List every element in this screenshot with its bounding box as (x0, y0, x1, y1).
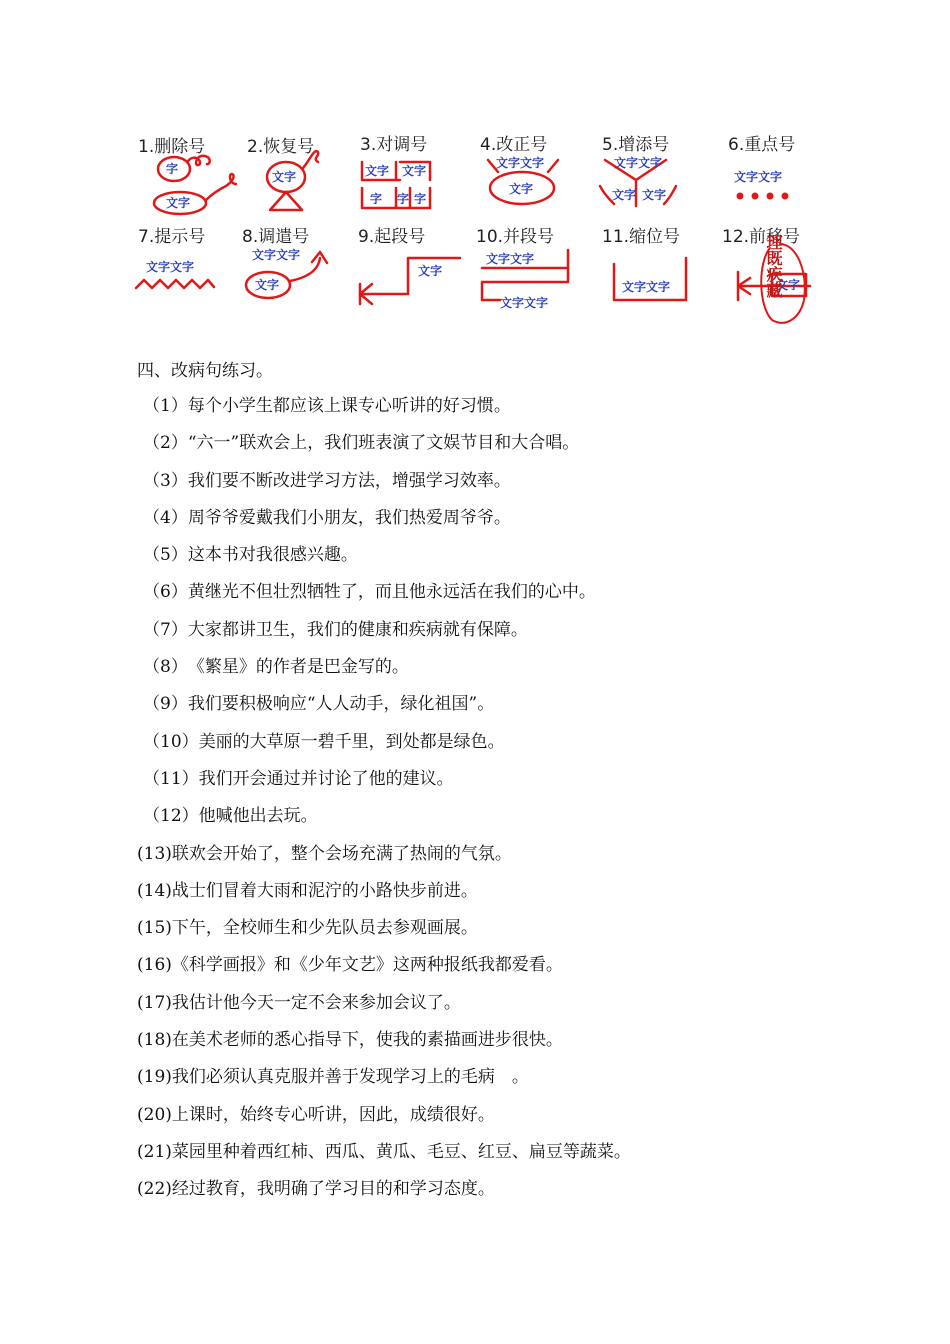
sample-word-10b: 文字文字 (500, 296, 549, 310)
list-item (137, 1065, 631, 1102)
item-text: 《科学画报》和《少年文艺》这两种报纸我都爱看。 (171, 955, 563, 976)
mark-label-hint: 7.提示号 (138, 227, 206, 247)
mark-label-emphasis: 6.重点号 (728, 135, 796, 155)
section-title: 四、改病句练习。 (137, 361, 273, 381)
list-item (137, 953, 631, 990)
item-text: 美丽的大草原一碧千里，到处都是绿色。 (198, 731, 505, 752)
sample-word-12: 文字 (776, 278, 801, 292)
item-number: （7） (143, 619, 188, 640)
list-item (137, 879, 631, 916)
list-item (143, 394, 631, 431)
exercise-list (137, 394, 631, 1215)
item-number: （6） (143, 582, 188, 603)
item-text: 这本书对我很感兴趣。 (187, 545, 358, 566)
mark-label-restore: 2.恢复号 (247, 137, 315, 157)
sample-word-8a: 文字文字 (252, 248, 301, 262)
list-item (143, 692, 631, 729)
item-number: (20) (137, 1104, 172, 1125)
item-text: 菜园里种着西红柿、西瓜、黄瓜、毛豆、红豆、扁豆等蔬菜。 (171, 1141, 631, 1162)
sample-word-1a: 字 (166, 162, 179, 176)
item-text: 黄继光不但壮烈牺牲了，而且他永远活在我们的心中。 (187, 582, 596, 603)
proofreading-marks-drawing (0, 0, 950, 340)
item-number: (14) (137, 880, 172, 901)
item-number: （4） (143, 507, 188, 528)
sample-word-7: 文字文字 (146, 260, 195, 274)
list-item (137, 1177, 631, 1214)
sample-word-10a: 文字文字 (486, 252, 535, 266)
sample-word-8b: 文字 (255, 278, 280, 292)
item-number: （3） (143, 470, 188, 491)
item-number: （10） (143, 731, 199, 752)
item-number: (21) (137, 1141, 172, 1162)
item-number: (16) (137, 955, 172, 976)
list-item (143, 767, 631, 804)
mark-label-swap: 3.对调号 (360, 135, 428, 155)
item-number: （1） (143, 396, 188, 416)
forward-mark-stamp-text: 理既疾藏 (764, 234, 783, 298)
item-number: （8） (143, 657, 188, 678)
sample-word-3a: 文字 (365, 164, 390, 178)
mark-label-delete: 1.删除号 (138, 137, 206, 157)
sample-word-5b: 文字 (612, 188, 637, 202)
list-item (143, 655, 631, 692)
sample-word-3e: 字 (414, 192, 427, 206)
item-number: （9） (143, 694, 188, 715)
sample-word-3b: 文字 (402, 164, 427, 178)
item-text: 联欢会开始了，整个会场充满了热闹的气氛。 (171, 843, 512, 864)
list-item (143, 730, 631, 767)
sample-word-3d: 字 (397, 192, 410, 206)
mark-label-paragraph: 9.起段号 (358, 227, 426, 247)
restore-mark-triangle (270, 192, 302, 210)
delete-mark-loop-1 (188, 156, 210, 165)
list-item (137, 842, 631, 879)
item-number: (15) (137, 918, 172, 939)
mark-label-insert: 5.增添号 (602, 135, 670, 155)
item-number: （12） (143, 806, 199, 827)
item-text: 《繁星》的作者是巴金写的。 (187, 657, 409, 678)
list-item (143, 580, 631, 617)
item-text: 经过教育，我明确了学习目的和学习态度。 (171, 1179, 495, 1200)
proofreading-marks-figure (0, 0, 950, 340)
item-text: 我们开会通过并讨论了他的建议。 (198, 768, 454, 789)
mark-label-merge: 10.并段号 (476, 227, 555, 247)
list-item (143, 431, 631, 468)
item-text: 每个小学生都应该上课专心听讲的好习惯。 (187, 396, 511, 416)
item-text: 我们要积极响应“人人动手，绿化祖国”。 (187, 694, 495, 715)
mark-label-move: 8.调遣号 (242, 227, 310, 247)
list-item (137, 1140, 631, 1177)
item-number: (17) (137, 992, 172, 1013)
list-item (137, 1028, 631, 1065)
item-number: (19) (137, 1067, 172, 1088)
list-item (143, 804, 631, 841)
item-text: 上课时，始终专心听讲，因此，成绩很好。 (171, 1104, 495, 1125)
list-item (137, 991, 631, 1028)
list-item (137, 1103, 631, 1140)
sample-word-5c: 文字 (642, 188, 667, 202)
sample-word-4b: 文字 (509, 182, 534, 196)
item-number: (13) (137, 843, 172, 864)
item-text: 我估计他今天一定不会来参加会议了。 (171, 992, 461, 1013)
sample-word-5a: 文字文字 (614, 156, 663, 170)
list-item (143, 543, 631, 580)
item-text: 我们要不断改进学习方法，增强学习效率。 (187, 470, 511, 491)
item-text: 大家都讲卫生，我们的健康和疾病就有保障。 (187, 619, 528, 640)
hint-mark-zigzag (136, 280, 214, 288)
item-text: 下午，全校师生和少先队员去参观画展。 (171, 918, 478, 939)
mark-label-forward: 12.前移号 (722, 227, 801, 247)
item-number: （11） (143, 768, 199, 789)
sample-word-1b: 文字 (166, 196, 191, 210)
item-number: （2） (143, 433, 188, 454)
emphasis-dots (737, 193, 789, 200)
sample-word-9: 文字 (418, 264, 443, 278)
mark-label-indent: 11.缩位号 (602, 227, 681, 247)
paragraph-mark-line (360, 258, 460, 294)
mark-label-correct: 4.改正号 (480, 135, 548, 155)
list-item (137, 916, 631, 953)
item-number: (22) (137, 1179, 172, 1200)
item-number: (18) (137, 1030, 172, 1051)
sample-word-3c: 字 (370, 192, 383, 206)
item-text: 我们必须认真克服并善于发现学习上的毛病 。 (171, 1067, 529, 1088)
sample-word-4a: 文字文字 (496, 156, 545, 170)
item-text: “六一”联欢会上，我们班表演了文娱节目和大合唱。 (187, 433, 580, 454)
item-text: 周爷爷爱戴我们小朋友，我们热爱周爷爷。 (187, 507, 511, 528)
list-item (143, 506, 631, 543)
item-text: 战士们冒着大雨和泥泞的小路快步前进。 (171, 880, 478, 901)
item-text: 在美术老师的悉心指导下，使我的素描画进步很快。 (171, 1030, 563, 1051)
item-text: 他喊他出去玩。 (198, 806, 318, 827)
delete-mark-loop-2 (206, 174, 236, 200)
sample-word-2: 文字 (272, 170, 297, 184)
list-item (143, 618, 631, 655)
sample-word-11: 文字文字 (622, 280, 671, 294)
sample-word-6: 文字文字 (734, 170, 783, 184)
list-item (143, 469, 631, 506)
item-number: （5） (143, 545, 188, 566)
